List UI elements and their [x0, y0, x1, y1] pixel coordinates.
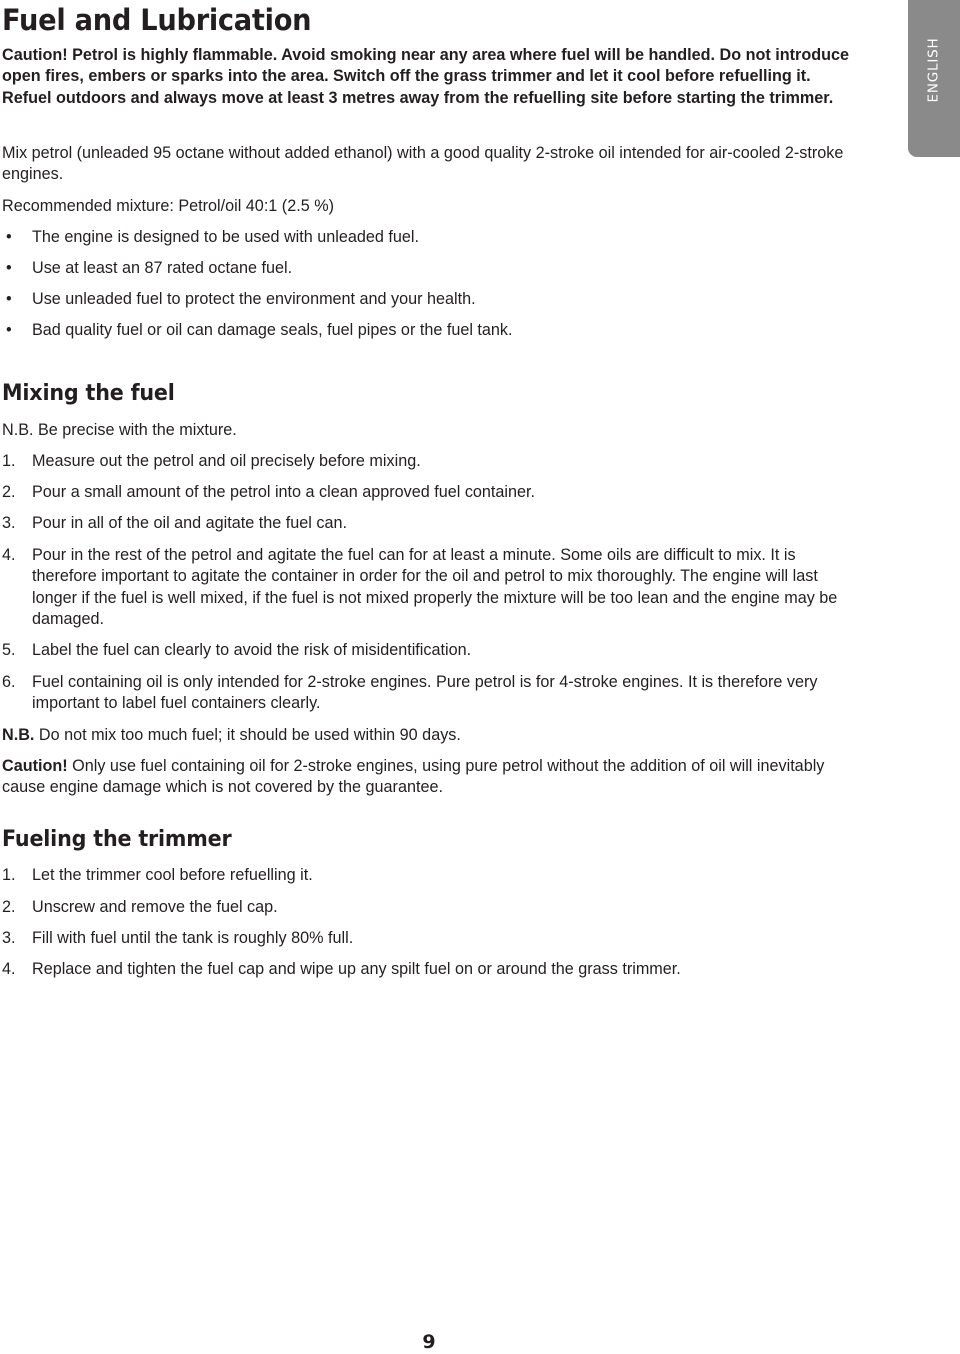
- step-item: [2, 897, 862, 918]
- step-text: Fuel containing oil is only intended for 2-stroke engines. Pure petrol is for 4-stroke engines. It is therefore very important to label fuel containers clearly.: [32, 673, 818, 713]
- step-text: Label the fuel can clearly to avoid the risk of misidentification.: [32, 641, 472, 659]
- step-number: 3.: [2, 929, 16, 947]
- step-item: [2, 640, 862, 661]
- nb-text: Do not mix too much fuel; it should be used within 90 days.: [34, 726, 461, 744]
- step-text: Pour in the rest of the petrol and agitate the fuel can for at least a minute. Some oils are difficult to mix. It is therefore important to agitate the container in order for the oil and petrol to mix thoroughly. The engine will last longer if the fuel is well mixed, if the fuel is not mixed properly the mixture will be too lean and the engine may be damaged.: [32, 546, 838, 629]
- caution-text: Only use fuel containing oil for 2-stroke engines, using pure petrol without the addition of oil will inevitably cause engine damage which is not covered by the guarantee.: [2, 757, 825, 797]
- step-number: 4.: [2, 546, 16, 564]
- caution-paragraph: Caution! Petrol is highly flammable. Avoid smoking near any area where fuel will be handled. Do not introduce open fires, embers or sparks into the area. Switch off the grass trimmer and let it cool before refuelling it. Refuel outdoors and always move at least 3 metres away from the refuelling site before starting the trimmer.: [2, 46, 849, 107]
- step-item: [2, 482, 862, 503]
- section-heading-mixing: Mixing the fuel: [2, 381, 175, 406]
- bullet-marker: •: [6, 228, 12, 246]
- section-heading-fueling: Fueling the trimmer: [2, 827, 232, 852]
- language-tab: [908, 0, 960, 157]
- step-text: Replace and tighten the fuel cap and wipe up any spilt fuel on or around the grass trimmer.: [32, 960, 681, 978]
- list-item-text: Bad quality fuel or oil can damage seals, fuel pipes or the fuel tank.: [32, 321, 513, 339]
- step-item: [2, 513, 862, 534]
- nb-note: [2, 725, 862, 746]
- list-item-text: Use at least an 87 rated octane fuel.: [32, 259, 293, 277]
- step-text: Pour a small amount of the petrol into a clean approved fuel container.: [32, 483, 536, 501]
- page-title: Fuel and Lubrication: [2, 3, 312, 37]
- step-number: 4.: [2, 960, 16, 978]
- step-item: [2, 959, 862, 980]
- step-number: 5.: [2, 641, 16, 659]
- list-item: [2, 258, 862, 279]
- step-number: 6.: [2, 673, 16, 691]
- step-text: Unscrew and remove the fuel cap.: [32, 898, 278, 916]
- step-number: 2.: [2, 483, 16, 501]
- step-text: Let the trimmer cool before refuelling it.: [32, 866, 313, 884]
- page-number: 9: [422, 1331, 436, 1353]
- step-number: 1.: [2, 866, 16, 884]
- step-item: [2, 545, 862, 631]
- list-item: [2, 289, 862, 310]
- step-item: [2, 928, 862, 949]
- recommended-mixture: Recommended mixture: Petrol/oil 40:1 (2.5 %): [2, 197, 334, 215]
- step-text: Measure out the petrol and oil precisely before mixing.: [32, 452, 421, 470]
- bullet-marker: •: [6, 259, 12, 277]
- nb-label: N.B.: [2, 726, 35, 744]
- language-tab-label: ENGLISH: [925, 37, 942, 103]
- mixing-nb-intro: N.B. Be precise with the mixture.: [2, 421, 237, 439]
- step-number: 3.: [2, 514, 16, 532]
- step-text: Fill with fuel until the tank is roughly 80% full.: [32, 929, 354, 947]
- step-item: [2, 865, 862, 886]
- step-item: [2, 672, 862, 715]
- step-text: Pour in all of the oil and agitate the fuel can.: [32, 514, 347, 532]
- step-number: 1.: [2, 452, 16, 470]
- mix-paragraph: Mix petrol (unleaded 95 octane without added ethanol) with a good quality 2-stroke oil intended for air-cooled 2-stroke engines.: [2, 144, 844, 184]
- bullet-marker: •: [6, 290, 12, 308]
- step-item: [2, 451, 862, 472]
- list-item: [2, 227, 862, 248]
- list-item: [2, 320, 862, 341]
- caution-note: [2, 756, 862, 799]
- step-number: 2.: [2, 898, 16, 916]
- bullet-marker: •: [6, 321, 12, 339]
- list-item-text: The engine is designed to be used with unleaded fuel.: [32, 228, 419, 246]
- caution-label: Caution!: [2, 757, 68, 775]
- list-item-text: Use unleaded fuel to protect the environment and your health.: [32, 290, 476, 308]
